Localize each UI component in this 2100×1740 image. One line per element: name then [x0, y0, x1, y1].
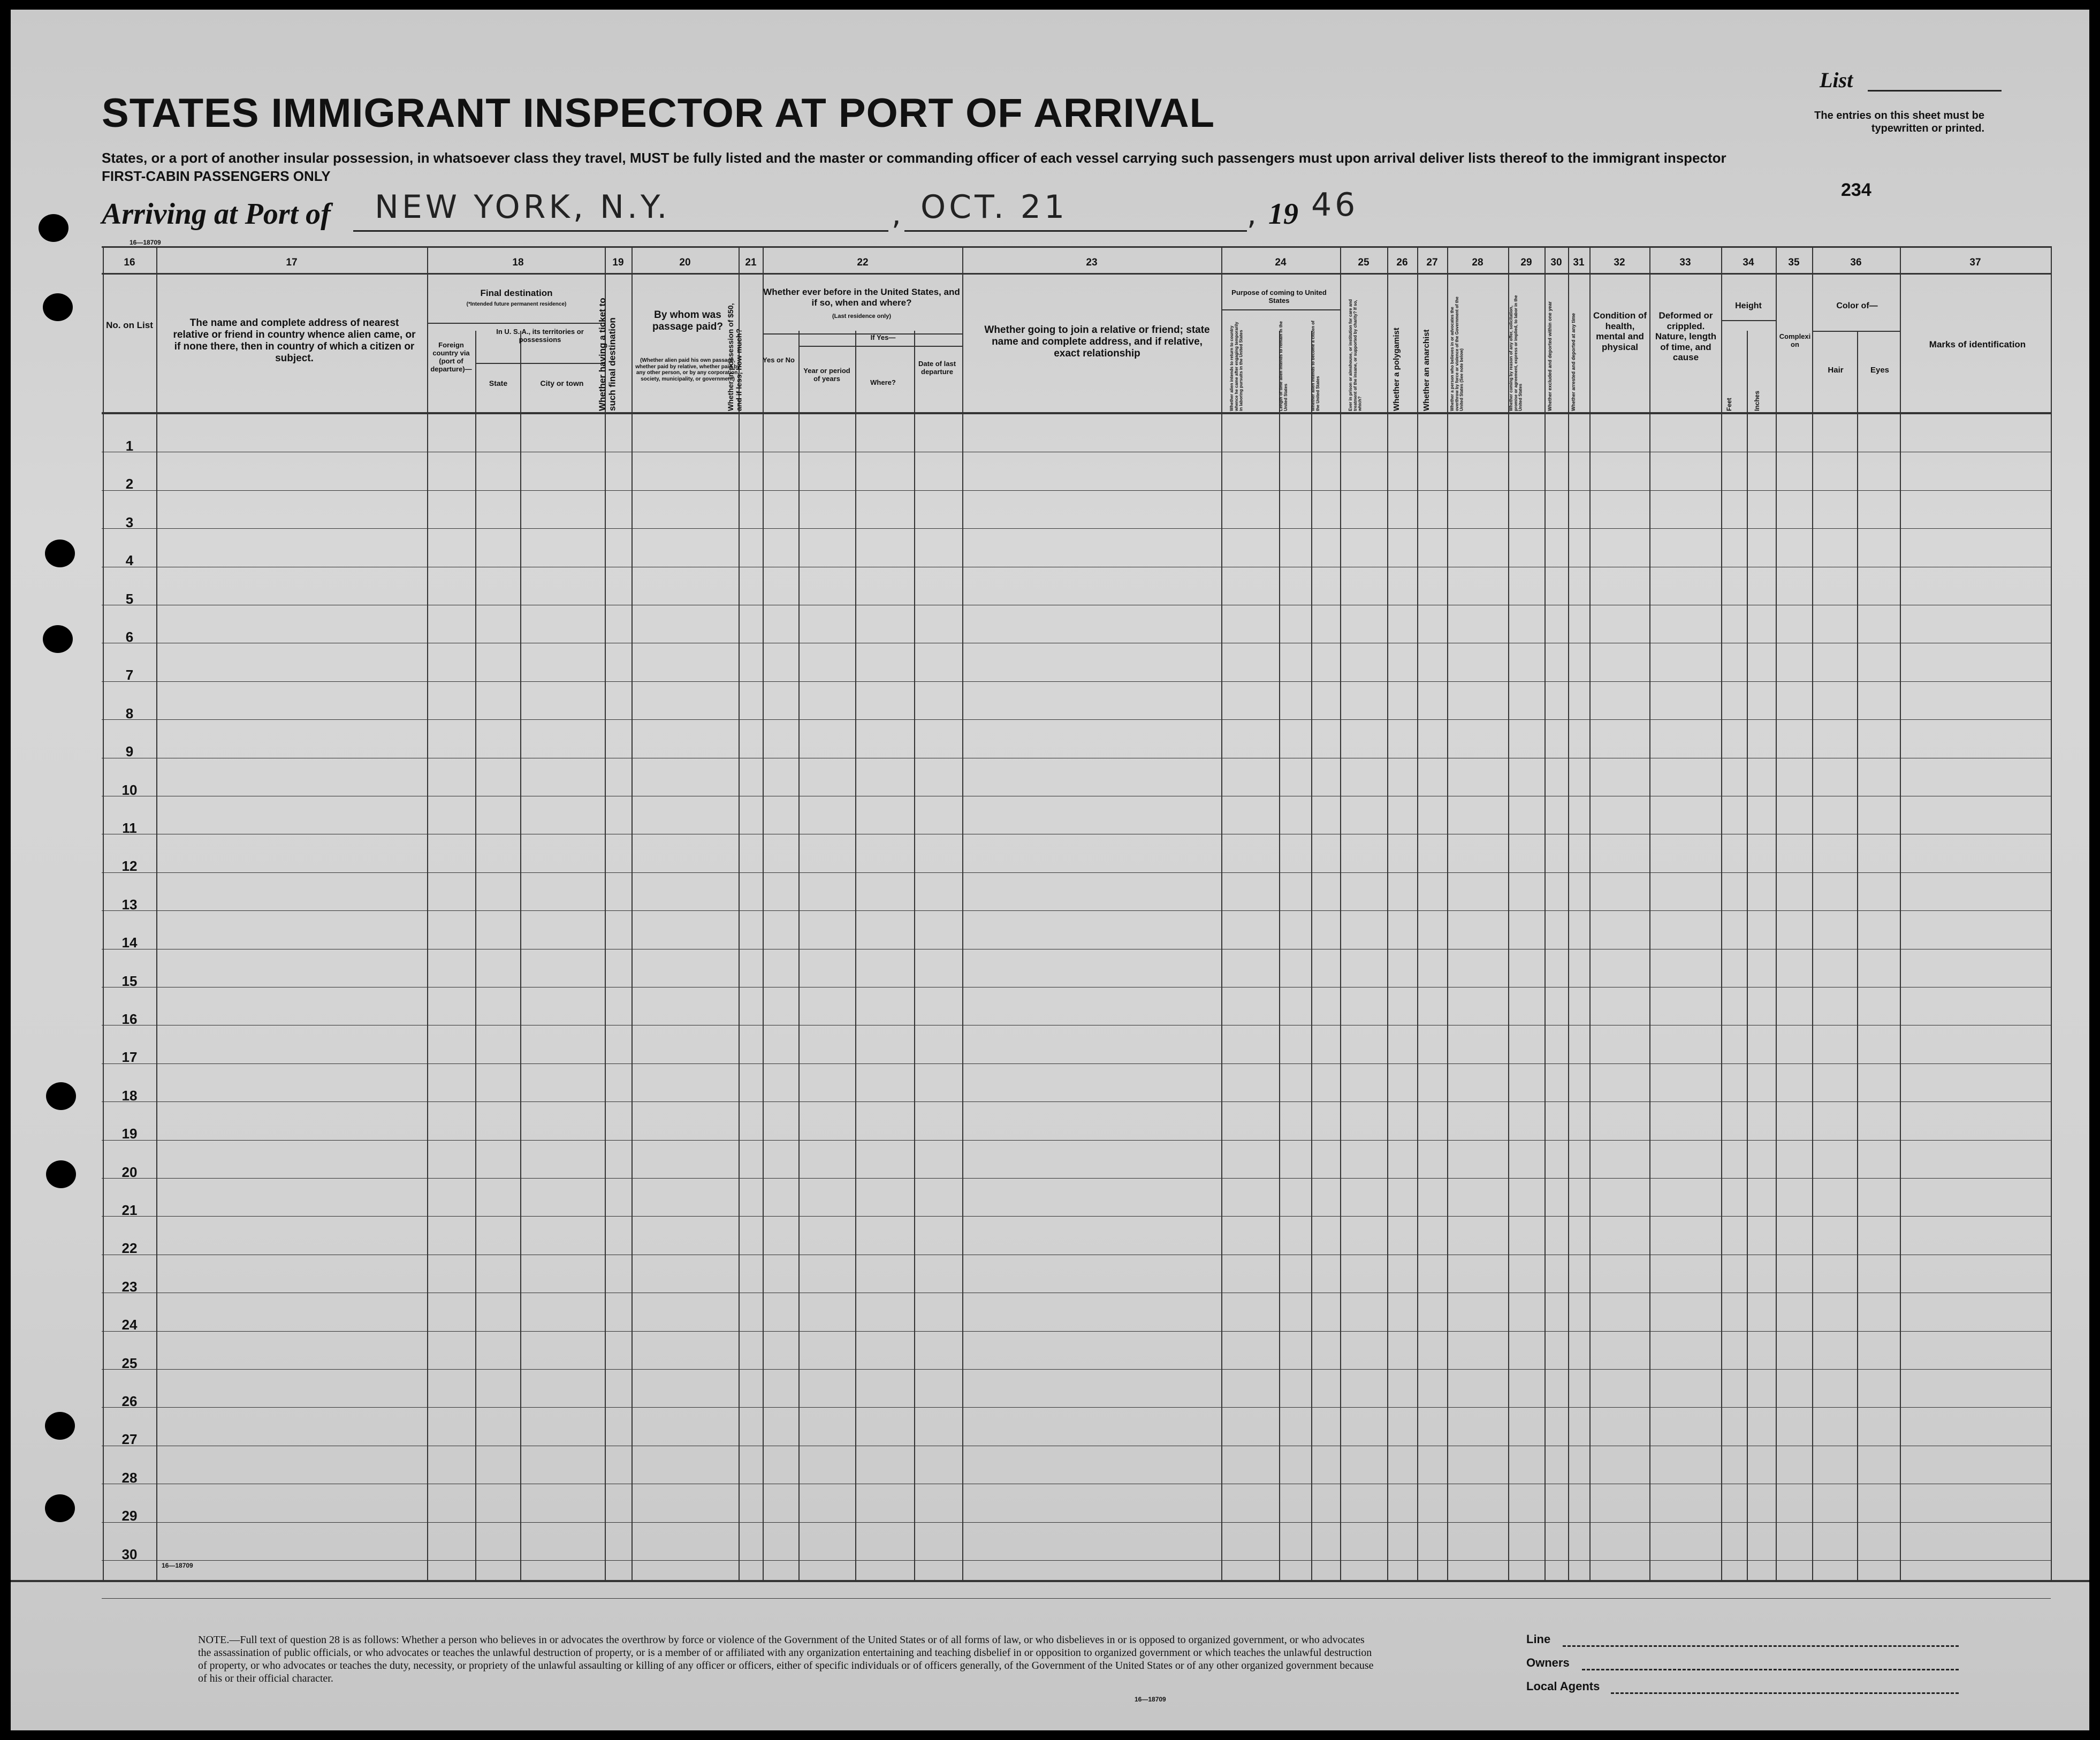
column-rule	[2051, 246, 2052, 1580]
row-number: 19	[121, 1126, 138, 1142]
binder-hole	[45, 540, 75, 567]
column-number: 30	[1550, 257, 1562, 268]
header-prison: Ever in prison or almshouse, or institution for care and treatment of the insane, or supported by charity? If so, which?	[1348, 299, 1363, 411]
row-rule	[102, 528, 2051, 529]
row-number: 25	[121, 1355, 138, 1371]
column-rule	[1447, 246, 1448, 1580]
row-number: 8	[125, 705, 134, 721]
row-number: 26	[121, 1393, 138, 1409]
line-label: Line	[1526, 1632, 1551, 1646]
column-number: 18	[512, 257, 524, 268]
row-number: 12	[121, 858, 138, 874]
row-rule	[102, 1407, 2051, 1408]
header-possession-50: Whether in possession of $50, and if less, how much?	[726, 303, 743, 411]
row-number: 3	[125, 514, 134, 530]
column-rule	[631, 246, 633, 1580]
column-rule	[763, 246, 764, 1580]
row-number: 28	[121, 1470, 138, 1486]
row-rule	[102, 719, 2051, 720]
column-rule	[1221, 246, 1222, 1580]
row-number: 2	[125, 476, 134, 492]
header-anarchist: Whether an anarchist	[1422, 329, 1431, 411]
binder-hole	[39, 214, 69, 242]
header-year-period: Year or period of years	[803, 367, 850, 383]
column-rule	[962, 246, 963, 1580]
row-rule	[102, 1140, 2051, 1141]
column-rule	[605, 246, 606, 1580]
column-number: 33	[1679, 257, 1691, 268]
comma-1: ,	[892, 197, 904, 232]
row-rule	[102, 1331, 2051, 1332]
row-number: 7	[125, 667, 134, 683]
list-label: List	[1820, 68, 1853, 92]
note-form-number: 16—18709	[1135, 1696, 1166, 1703]
owners-label: Owners	[1526, 1656, 1570, 1669]
date-underline	[904, 230, 1247, 232]
arriving-label: Arriving at Port of	[102, 197, 331, 231]
row-number: 14	[121, 934, 138, 951]
column-number: 20	[679, 257, 691, 268]
header-purpose-return: Whether alien intends to return to country whence he came after engaging temporarily in laboring pursuits in the United States	[1229, 322, 1244, 411]
row-number: 24	[121, 1317, 138, 1333]
form-title: STATES IMMIGRANT INSPECTOR AT PORT OF ARRIVAL	[102, 90, 1215, 136]
row-rule	[102, 910, 2051, 911]
column-number: 34	[1743, 257, 1754, 268]
column-rule	[1747, 331, 1748, 1580]
header-final-destination-sub: (*Intended future permanent residence)	[466, 301, 567, 307]
column-rule	[1776, 246, 1777, 1580]
header-deformed: Deformed or crippled. Nature, length of time, and cause	[1655, 310, 1717, 363]
line-field	[1563, 1645, 1959, 1647]
instruction-text: States, or a port of another insular possession, in whatsoever class they travel, MUST be fully listed and the master or commanding officer of each vessel carrying such passengers must upon arrival deliver lists thereof to the immigrant inspector	[102, 150, 1726, 166]
comma-2: ,	[1247, 197, 1260, 232]
column-number: 27	[1426, 257, 1438, 268]
column-number: 36	[1850, 257, 1862, 268]
row-number: 17	[121, 1049, 138, 1065]
row-number: 13	[121, 896, 138, 913]
column-rule	[1812, 246, 1813, 1580]
column-rule	[1340, 246, 1341, 1580]
column-rule	[798, 331, 800, 1580]
column-number: 24	[1275, 257, 1287, 268]
row-number: 16	[121, 1011, 138, 1027]
header-where: Where?	[870, 378, 896, 386]
header-top-border	[102, 273, 2051, 275]
header-purpose-citizen: Whether alien intends to become a citizen of the United States	[1311, 321, 1320, 411]
column-number: 32	[1614, 257, 1625, 268]
row-number: 9	[125, 743, 134, 759]
header-if-yes: If Yes—	[870, 333, 896, 341]
form-number-top: 16—18709	[130, 239, 161, 246]
row-number: 10	[121, 782, 138, 798]
header-overthrow: Whether a person who believes in or advocates the overthrow by force or violence of the Government of the United States (See note below)	[1450, 297, 1464, 411]
local-agents-field	[1611, 1692, 1959, 1694]
binder-hole	[45, 1412, 75, 1440]
column-rule	[427, 246, 428, 1580]
binder-hole	[43, 625, 73, 653]
header-purpose-length: Length of time alien intends to remain in the United States	[1279, 321, 1288, 411]
column-number: 31	[1573, 257, 1585, 268]
year-value: 46	[1311, 186, 1359, 224]
header-arrested: Whether arrested and deported at any time	[1571, 313, 1576, 411]
column-rule	[1311, 331, 1312, 1580]
page-number: 234	[1841, 180, 1871, 200]
binder-hole	[45, 1494, 75, 1522]
column-rule	[1568, 246, 1569, 1580]
row-number: 18	[121, 1088, 138, 1104]
column-rule	[1417, 246, 1418, 1580]
header-hair: Hair	[1828, 366, 1844, 375]
subheader-rule	[798, 346, 962, 347]
column-number: 23	[1086, 257, 1098, 268]
column-number: 16	[124, 257, 135, 268]
row-number: 4	[125, 552, 134, 568]
row-rule	[102, 1101, 2051, 1102]
column-rule	[1649, 246, 1650, 1580]
column-rule	[475, 331, 476, 1580]
header-eyes: Eyes	[1870, 366, 1890, 375]
header-color-of: Color of—	[1836, 301, 1878, 310]
list-underline	[1868, 90, 2002, 92]
column-number: 28	[1472, 257, 1483, 268]
header-health: Condition of health, mental and physical	[1593, 310, 1647, 352]
subheader-rule	[475, 363, 605, 364]
column-rule	[1544, 246, 1546, 1580]
row-rule	[102, 681, 2051, 682]
column-rule	[520, 331, 521, 1580]
binder-hole	[43, 293, 73, 321]
header-ever-before-sub: (Last residence only)	[832, 313, 892, 320]
local-agents-label: Local Agents	[1526, 1680, 1600, 1693]
subheader-rule	[427, 323, 605, 324]
column-rule	[914, 331, 915, 1580]
date-value: OCT. 21	[920, 188, 1068, 226]
passenger-class: FIRST-CABIN PASSENGERS ONLY	[102, 168, 331, 184]
row-number: 30	[121, 1546, 138, 1562]
column-rule	[156, 246, 157, 1580]
binder-hole	[46, 1160, 76, 1188]
binder-hole	[46, 1082, 76, 1110]
header-in-usa: In U. S. A., its territories or possessions	[496, 328, 584, 344]
header-feet: Feet	[1725, 398, 1733, 411]
manifest-sheet	[11, 10, 2089, 1730]
row-number: 22	[121, 1240, 138, 1256]
year-prefix: 19	[1268, 197, 1298, 231]
port-value: NEW YORK, N.Y.	[375, 188, 671, 226]
header-height: Height	[1735, 301, 1762, 310]
header-final-destination: Final destination	[480, 288, 553, 298]
header-passage-paid-sub: (Whether alien paid his own passage, whether paid by relative, whether paid by any other person, or by any corporation, society, municipality, or government)	[635, 358, 740, 382]
header-ever-before: Whether ever before in the United States, and if so, when and where?	[763, 287, 960, 308]
header-joining-relative: Whether going to join a relative or friend; state name and complete address, and if relative, exact relationship	[984, 324, 1210, 359]
column-rule	[1508, 246, 1509, 1580]
form-number-bottom: 16—18709	[162, 1562, 193, 1569]
header-yes-no: Yes or No	[763, 356, 795, 364]
subheader-rule	[1221, 309, 1340, 310]
row-rule	[102, 490, 2051, 491]
column-number: 25	[1358, 257, 1369, 268]
header-no-on-list: No. on List	[106, 320, 153, 330]
port-underline	[353, 230, 888, 232]
row-number: 11	[122, 820, 137, 836]
header-foreign-country: Foreign country via (port of departure)—	[430, 341, 472, 373]
header-polygamist: Whether a polygamist	[1392, 328, 1401, 411]
row-number: 27	[121, 1431, 138, 1447]
column-rule	[1721, 246, 1722, 1580]
header-bottom-border	[102, 412, 2051, 414]
row-rule	[102, 1063, 2051, 1064]
column-number: 21	[745, 257, 757, 268]
column-rule	[1900, 246, 1901, 1580]
row-number: 5	[125, 591, 134, 607]
row-number: 6	[125, 629, 134, 645]
header-labor-offer: Whether coming by reason of any offer, solicitation, promise or agreement, express or implied, to labor in the United States	[1509, 295, 1523, 411]
header-passage-paid: By whom was passage paid?	[652, 309, 723, 332]
typewritten-note: The entries on this sheet must be typewritten or printed.	[1814, 110, 1984, 134]
table-bottom-border	[11, 1580, 2089, 1582]
header-last-departure: Date of last departure	[918, 360, 956, 376]
column-number: 19	[612, 257, 624, 268]
header-ticket: Whether having a ticket to such final destination	[597, 298, 618, 411]
row-rule	[102, 1522, 2051, 1523]
row-rule	[102, 1598, 2051, 1599]
owners-field	[1582, 1669, 1959, 1670]
question-28-note: NOTE.—Full text of question 28 is as follows: Whether a person who believes in or advocates the overthrow by force or violence of the Government of the United States or of all forms of law, or who disbelieves in or is opposed to organized government, or who advocates the assassination of public officials, or who advocates or teaches the unlawful destruction of property, or is a member of or affiliated with any organization entertaining and teaching disbelief in or opposition to organized government or which teaches the unlawful destruction of property, or who advocates or teaches the duty, necessity, or propriety of the unlawful assaulting or killing of any officer or officers, either of specific individuals or of officers generally, of the Government of the United States or of any other organized government because of his or their official character.	[198, 1634, 1374, 1684]
row-rule	[102, 1216, 2051, 1217]
column-number: 17	[286, 257, 298, 268]
column-rule	[855, 331, 856, 1580]
header-nearest-relative: The name and complete address of nearest relative or friend in country whence alien came, or if none there, then in country of which a citizen or subject.	[173, 317, 416, 364]
column-number: 26	[1396, 257, 1408, 268]
column-rule	[739, 246, 740, 1580]
row-number: 23	[121, 1279, 138, 1295]
column-rule	[1279, 331, 1280, 1580]
row-number: 1	[125, 438, 134, 454]
column-number: 22	[857, 257, 869, 268]
row-rule	[102, 1178, 2051, 1179]
row-number: 15	[121, 973, 138, 989]
header-marks-identification: Marks of identification	[1929, 339, 2026, 349]
column-number: 37	[1969, 257, 1981, 268]
subheader-rule	[1721, 320, 1776, 321]
column-rule	[1387, 246, 1388, 1580]
row-rule	[102, 872, 2051, 873]
header-city: City or town	[540, 379, 584, 387]
table-top-border	[102, 246, 2051, 248]
column-rule	[1589, 246, 1591, 1580]
row-rule	[102, 1560, 2051, 1561]
header-inches: Inches	[1753, 390, 1761, 411]
subheader-rule	[1812, 331, 1900, 332]
header-purpose: Purpose of coming to United States	[1231, 288, 1327, 305]
row-number: 20	[121, 1164, 138, 1180]
header-excluded: Whether excluded and deported within one year	[1547, 301, 1553, 411]
header-state: State	[489, 379, 508, 387]
column-number: 35	[1788, 257, 1800, 268]
column-number: 29	[1520, 257, 1532, 268]
row-number: 21	[121, 1202, 138, 1218]
row-rule	[102, 1369, 2051, 1370]
column-rule	[1857, 331, 1858, 1580]
row-number: 29	[121, 1508, 138, 1524]
header-complexion: Complexion	[1779, 332, 1811, 348]
